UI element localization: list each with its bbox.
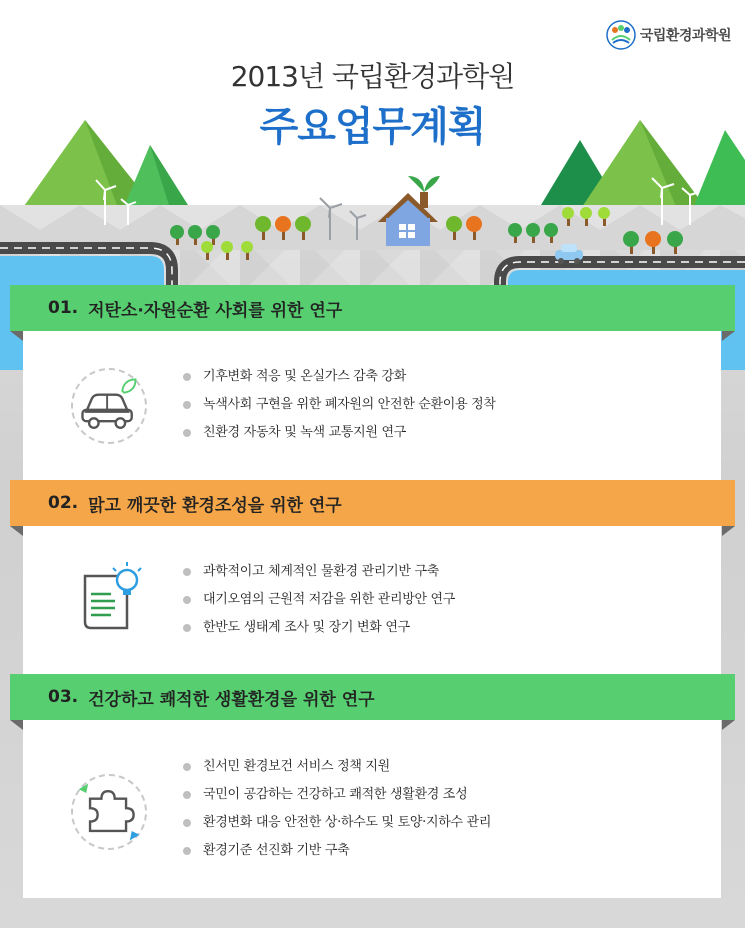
- section-1-fold-left: [10, 331, 23, 341]
- list-item: [183, 753, 491, 781]
- section-3-fold-left: [10, 720, 23, 730]
- section-1-list: [183, 363, 496, 447]
- list-item-text: 친서민 환경보건 서비스 정책 지원: [203, 759, 390, 774]
- section-2-panel: [23, 526, 721, 674]
- bullet-icon: [183, 763, 191, 771]
- section-2-icon-frame: [71, 558, 147, 634]
- section-3-fold-right: [722, 720, 735, 730]
- section-2-header: [10, 480, 735, 526]
- section-2-list: [183, 558, 455, 642]
- list-item: [183, 586, 455, 614]
- list-item-text: 친환경 자동차 및 녹색 교통지원 연구: [203, 425, 407, 440]
- title-main: 주요업무계획: [259, 104, 486, 150]
- section-1-title: 저탄소·자원순환 사회를 위한 연구: [88, 300, 343, 321]
- list-item: [183, 391, 496, 419]
- list-item-text: 환경기준 선진화 기반 구축: [203, 843, 350, 858]
- list-item: [183, 837, 491, 865]
- list-item-text: 기후변화 적응 및 온실가스 감축 강화: [203, 369, 407, 384]
- list-item: [183, 558, 455, 586]
- list-item: [183, 614, 455, 642]
- nier-logo-icon: [606, 20, 636, 50]
- section-2-number: 02.: [48, 493, 79, 513]
- bullet-icon: [183, 819, 191, 827]
- section-2-fold-right: [722, 526, 735, 536]
- section-1-panel: [23, 331, 721, 480]
- section-3-header: [10, 674, 735, 720]
- list-item-text: 녹색사회 구현을 위한 폐자원의 안전한 순환이용 정착: [203, 397, 496, 412]
- list-item-text: 환경변화 대응 안전한 상·하수도 및 토양·지하수 관리: [203, 815, 492, 830]
- bullet-icon: [183, 568, 191, 576]
- list-item-text: 과학적이고 체계적인 물환경 관리기반 구축: [203, 564, 439, 579]
- bullet-icon: [183, 624, 191, 632]
- list-item: [183, 363, 496, 391]
- section-1-header: [10, 285, 735, 331]
- bullet-icon: [183, 373, 191, 381]
- nier-logo: [606, 20, 731, 50]
- document-lightbulb-icon: [71, 558, 147, 634]
- bullet-icon: [183, 791, 191, 799]
- bullet-icon: [183, 429, 191, 437]
- section-3-list: [183, 753, 491, 865]
- list-item-text: 대기오염의 근원적 저감을 위한 관리방안 연구: [203, 592, 456, 607]
- list-item-text: 한반도 생태계 조사 및 장기 변화 연구: [203, 620, 410, 635]
- logo-text: 국립환경과학원: [639, 28, 731, 44]
- puzzle-icon: [73, 776, 145, 848]
- bullet-icon: [183, 847, 191, 855]
- section-2-fold-left: [10, 526, 23, 536]
- bullet-icon: [183, 401, 191, 409]
- list-item: [183, 781, 491, 809]
- title-year-line: 2013년 국립환경과학원: [230, 60, 515, 93]
- list-item-text: 국민이 공감하는 건강하고 쾌적한 생활환경 조성: [203, 787, 468, 802]
- section-1-fold-right: [722, 331, 735, 341]
- list-item: [183, 809, 491, 837]
- section-3-icon-frame: [71, 774, 147, 850]
- section-2-title: 맑고 깨끗한 환경조성을 위한 연구: [88, 495, 342, 516]
- bullet-icon: [183, 596, 191, 604]
- car-leaf-icon: [73, 370, 145, 442]
- section-1-number: 01.: [48, 298, 79, 318]
- section-3-panel: [23, 720, 721, 898]
- section-3-number: 03.: [48, 687, 79, 707]
- section-3-title: 건강하고 쾌적한 생활환경을 위한 연구: [88, 689, 375, 710]
- list-item: [183, 419, 496, 447]
- section-1-icon-frame: [71, 368, 147, 444]
